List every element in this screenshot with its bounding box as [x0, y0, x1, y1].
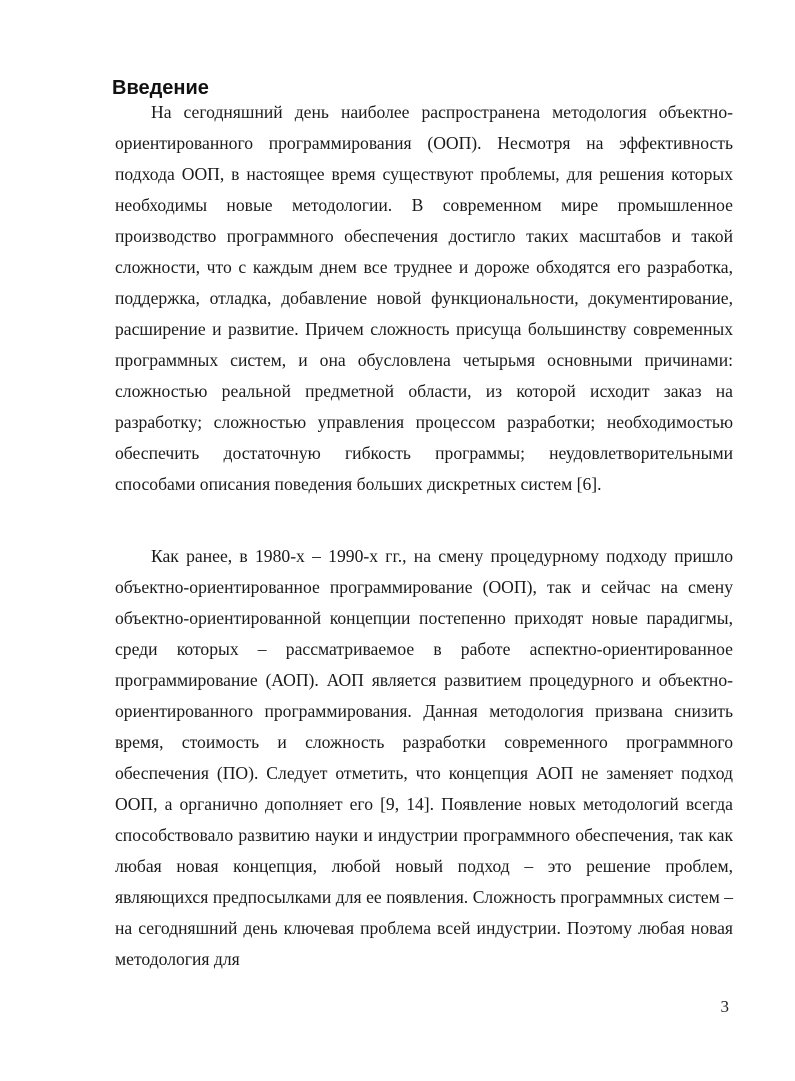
paragraph-1: На сегодняшний день наиболее распространена методология объектно-ориентированного программирования (ООП). Несмотря на эффективность подхода ООП, в настоящее время существуют проблемы, для решения которых необходимы новые методологии. В современном мире промышленное производство программного обеспечения достигло таких масштабов и такой сложности, что с каждым днем все труднее и дороже обходятся его разработка, поддержка, отладка, добавление новой функциональности, документирование, расширение и развитие. Причем сложность присуща большинству современных программных систем, и она обусловлена четырьмя основными причинами: сложностью реальной предметной области, из которой исходит заказ на разработку; сложностью управления процессом разработки; необходимостью обеспечить достаточную гибкость программы; неудовлетворительными способами описания поведения больших дискретных систем [6].: [115, 102, 733, 494]
paragraph-2: Как ранее, в 1980-х – 1990-х гг., на смену процедурному подходу пришло объектно-ориентированное программирование (ООП), так и сейчас на смену объектно-ориентированной концепции постепенно приходят новые парадигмы, среди которых – рассматриваемое в работе аспектно-ориентированное программирование (АОП). АОП является развитием процедурного и объектно-ориентированного программирования. Данная методология призвана снизить время, стоимость и сложность разработки современного программного обеспечения (ПО). Следует отметить, что концепция АОП не заменяет подход ООП, а органично дополняет его [9, 14]. Появление новых методологий всегда способствовало развитию науки и индустрии программного обеспечения, так как любая новая концепция, любой новый подход – это решение проблем, являющихся предпосылками для ее появления. Сложность программных систем – на сегодняшний день ключевая проблема всей индустрии. Поэтому любая новая методология для: [115, 546, 733, 969]
page-number: 3: [720, 997, 729, 1016]
section-heading: Введение: [112, 77, 209, 99]
